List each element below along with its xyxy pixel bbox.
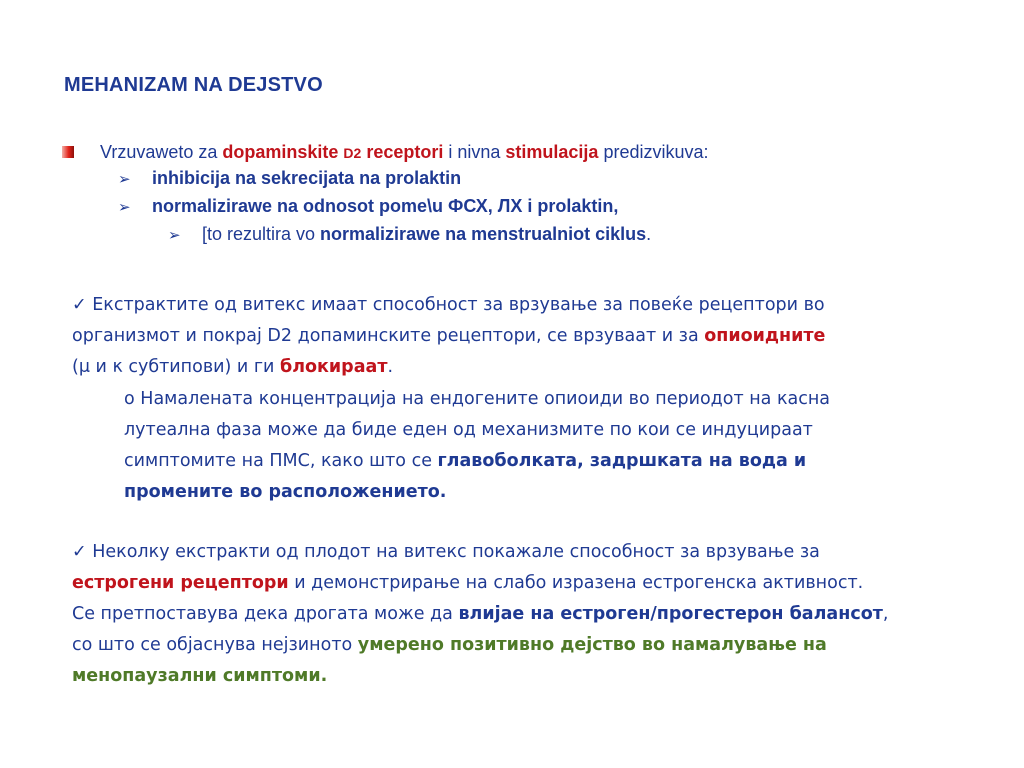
bullet-square-icon (62, 146, 74, 158)
intro-stimulacija: stimulacija (505, 142, 599, 162)
p2-line-3 (72, 604, 888, 624)
intro-text-2: i nivna (443, 142, 506, 162)
p2-line-2 (72, 573, 863, 593)
circle-bullet-icon: o (124, 389, 135, 409)
p1-sub-line-2: лутеална фаза може да биде еден од механизмите по кои се индуцираат (124, 420, 813, 440)
p1-sub-line-3 (124, 451, 806, 471)
p2-line-3-text: Се претпоставува дека дрогата може да (72, 604, 459, 624)
p1-line-1 (72, 295, 825, 315)
p1-blokiraat: блокираат (279, 357, 388, 377)
intro-line (100, 142, 709, 163)
sub-item-3-end: . (646, 224, 652, 244)
p1-sub-line-1 (124, 389, 830, 409)
p2-line-1-text: Неколку екстракти од плодот на витекс покажале способност за врзување за (86, 542, 820, 562)
p1-sub-line-1-text: Намалената концентрација на ендогените опиоиди во периодот на касна (134, 389, 831, 409)
sub-item-3-text-1: [to rezultira vo (202, 224, 321, 244)
checkmark-icon: ✓ (72, 542, 87, 562)
p1-line-3-text: (μ и κ субтипови) и ги (72, 357, 280, 377)
arrow-bullet-icon: ➢ (118, 198, 131, 216)
p2-line-4 (72, 635, 827, 655)
sub-item-2: normalizirawe na odnosot pome\u ФСХ, ЛХ i prolaktin, (152, 196, 619, 216)
intro-receptori: receptori (361, 142, 444, 162)
p2-green-1: умерено позитивно дејство во намалување на (357, 635, 827, 655)
page-title: MEHANIZAM NA DEJSTVO (64, 74, 323, 96)
p1-line-2 (72, 326, 825, 346)
intro-dopaminskite: dopaminskite (222, 142, 344, 162)
intro-d2: D2 (343, 145, 362, 161)
arrow-bullet-icon: ➢ (118, 170, 131, 188)
p1-opioidnite: опиоидните (704, 326, 826, 346)
sub-item-3-bold: normalizirawe na menstrualniot ciklus (320, 224, 647, 244)
p2-line-3-end: , (882, 604, 889, 624)
p2-balans-bold: влијае на естроген/прогестерон балансот (458, 604, 883, 624)
p1-line-3-end: . (387, 357, 394, 377)
sub-item-1: inhibicija na sekrecijata na prolaktin (152, 168, 462, 188)
p1-line-2-text: организмот и покрај D2 допаминските рецептори, се врзуваат и за (72, 326, 705, 346)
sub-item-3 (202, 224, 651, 245)
p1-sub-bold-1: главоболката, задршката на вода и (437, 451, 807, 471)
p2-estrogeni-receptori: естрогени рецептори (72, 573, 289, 593)
p1-line-3 (72, 357, 393, 377)
intro-text-3: predizvikuva: (598, 142, 709, 162)
p1-sub-line-3-text: симптомите на ПМС, како што се (124, 451, 438, 471)
p1-line-1-text: Екстрактите од витекс имаат способност за врзување за повеќе рецептори во (86, 295, 825, 315)
p2-line-2-text: и демонстрирање на слабо изразена естрогенска активност. (288, 573, 864, 593)
arrow-bullet-icon: ➢ (168, 226, 181, 244)
p2-line-5: менопаузални симптоми. (72, 666, 328, 686)
checkmark-icon: ✓ (72, 295, 87, 315)
p1-sub-line-4: промените во расположението. (124, 482, 447, 502)
intro-text-1: Vrzuvaweto za (100, 142, 223, 162)
p2-line-4-text: со што се објаснува нејзиното (72, 635, 358, 655)
p2-line-1 (72, 542, 820, 562)
